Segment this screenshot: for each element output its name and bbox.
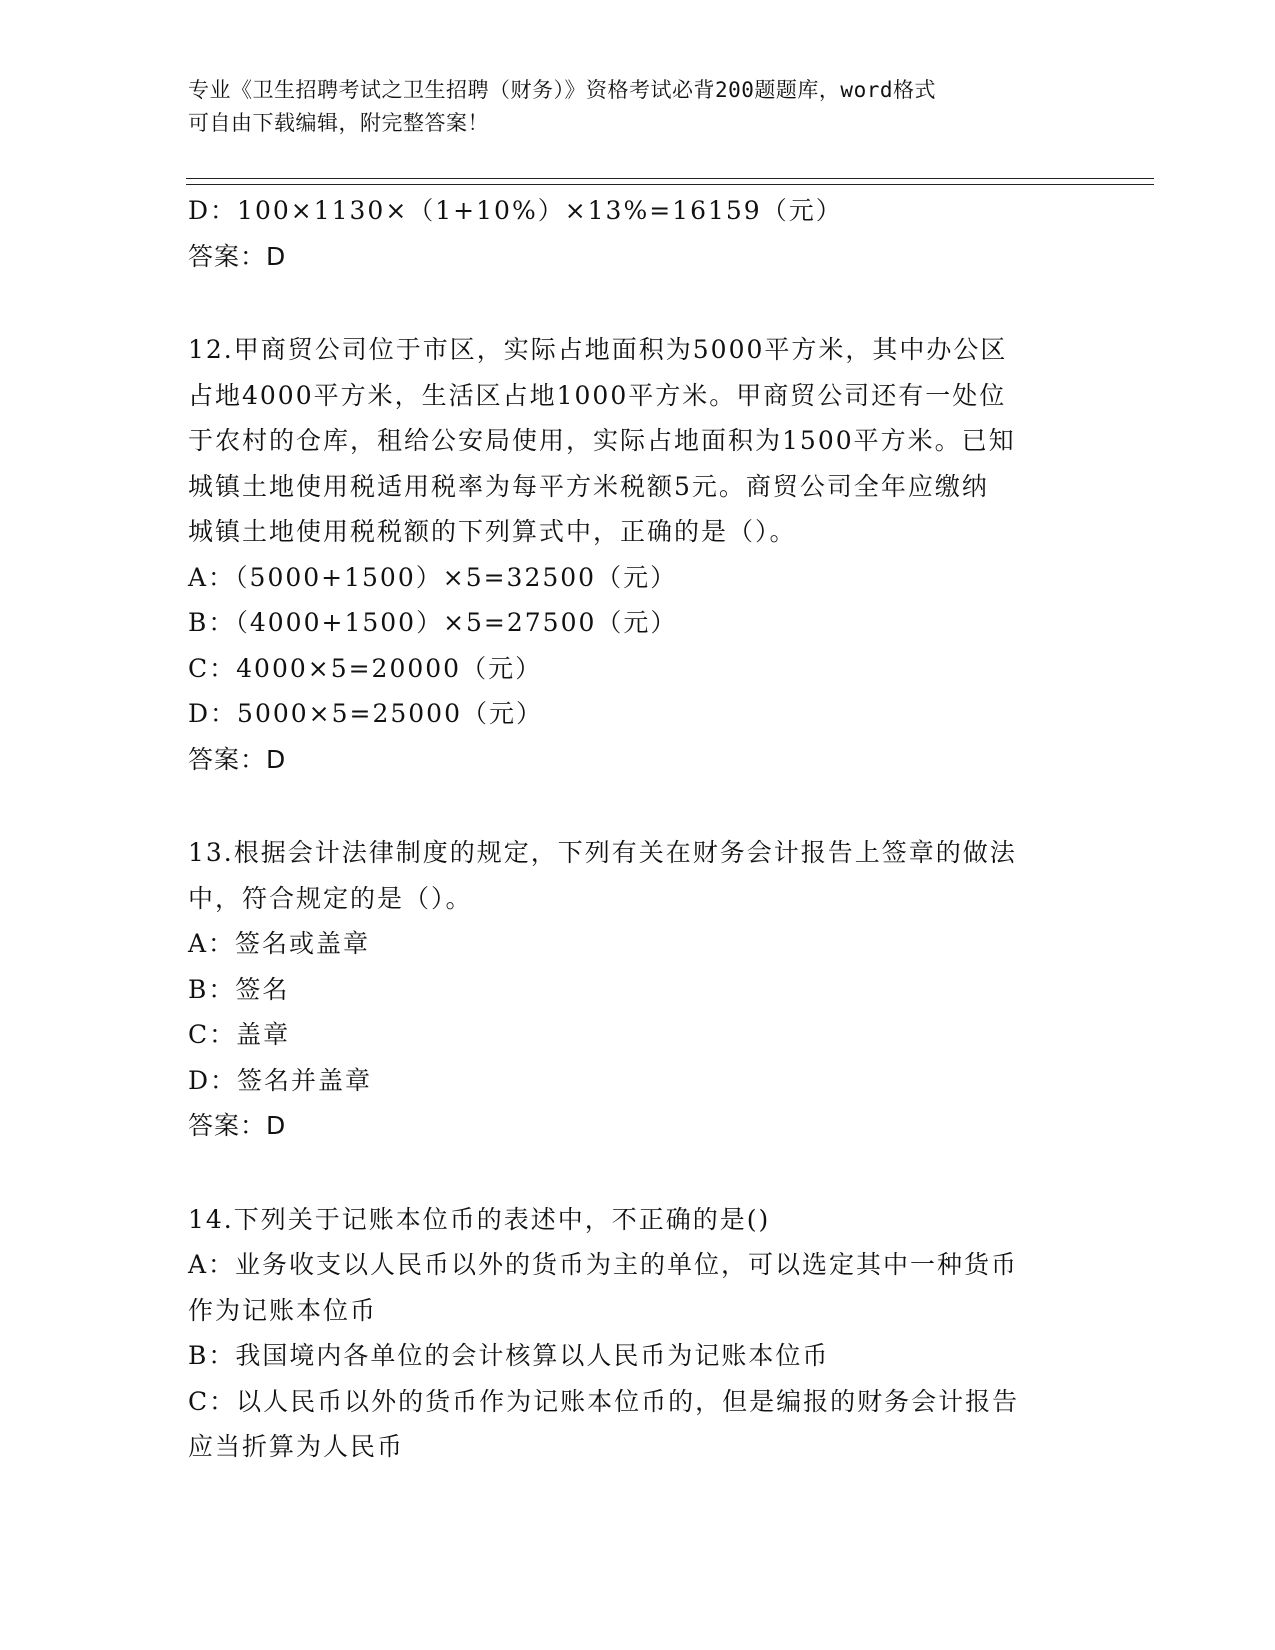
question-stem-line: 中，符合规定的是（）。 [188, 883, 473, 913]
document-header [188, 74, 1068, 140]
option-c: C：以人民币以外的货币作为记账本位币的，但是编报的财务会计报告 [188, 1386, 1020, 1416]
question-stem-line: 13.根据会计法律制度的规定，下列有关在财务会计报告上签章的做法 [188, 838, 1017, 867]
header-divider [186, 178, 1154, 185]
option-b: B：（4000+1500）×5=27500（元） [188, 608, 678, 637]
question-stem-line: 城镇土地使用税税额的下列算式中，正确的是（）。 [188, 517, 797, 546]
option-d: D：100×1130×（1+10%）×13%=16159（元） [188, 196, 843, 225]
question-stem-line: 12.甲商贸公司位于市区，实际占地面积为5000平方米，其中办公区 [188, 335, 1008, 364]
header-title-line-2: 可自由下载编辑，附完整答案！ [188, 111, 489, 135]
option-d: D：签名并盖章 [188, 1065, 373, 1095]
option-b: B：签名 [188, 974, 290, 1004]
option-c: C：4000×5=20000（元） [188, 653, 543, 683]
answer-line: 答案：D [188, 241, 287, 271]
answer-line: 答案：D [188, 744, 287, 774]
option-a: A：（5000+1500）×5=32500（元） [188, 562, 678, 592]
question-14 [188, 1197, 1088, 1470]
question-stem-line: 14.下列关于记账本位币的表述中，不正确的是() [188, 1204, 771, 1234]
option-a: A：业务收支以人民币以外的货币为主的单位，可以选定其中一种货币 [188, 1250, 1019, 1279]
option-a-continued: 作为记账本位币 [188, 1295, 378, 1325]
question-13 [188, 830, 1088, 1149]
question-12 [188, 327, 1088, 782]
option-b: B：我国境内各单位的会计核算以人民币为记账本位币 [188, 1341, 830, 1370]
answer-line: 答案：D [188, 1111, 287, 1140]
previous-question-tail [188, 188, 1088, 279]
option-c-continued: 应当折算为人民币 [188, 1432, 405, 1461]
question-stem-line: 城镇土地使用税适用税率为每平方米税额5元。商贸公司全年应缴纳 [188, 471, 989, 501]
header-title-line-1: 专业《卫生招聘考试之卫生招聘（财务）》资格考试必背200题题库，word格式 [188, 78, 936, 102]
option-d: D：5000×5=25000（元） [188, 699, 543, 728]
option-a: A：签名或盖章 [188, 929, 371, 958]
question-stem-line: 占地4000平方米，生活区占地1000平方米。甲商贸公司还有一处位 [188, 380, 1007, 410]
option-c: C：盖章 [188, 1020, 291, 1049]
question-stem-line: 于农村的仓库，租给公安局使用，实际占地面积为1500平方米。已知 [188, 426, 1016, 455]
document-body [188, 188, 1088, 1470]
